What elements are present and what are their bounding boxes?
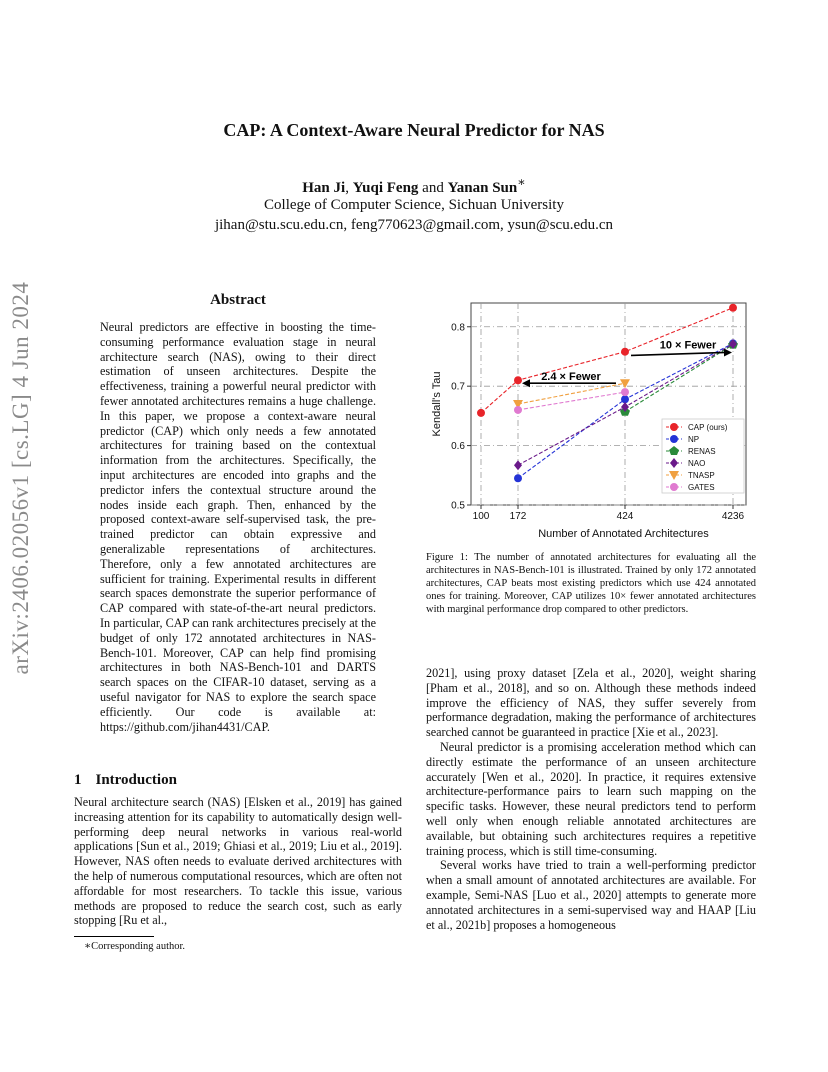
paper-title: CAP: A Context-Aware Neural Predictor for NAS xyxy=(223,120,605,140)
abstract-heading: Abstract xyxy=(210,292,266,308)
legend-label: TNASP xyxy=(688,471,715,480)
x-tick-label: 424 xyxy=(616,511,634,522)
author-2: Yuqi Feng xyxy=(352,180,419,196)
legend-label: RENAS xyxy=(688,447,716,456)
right-column-text xyxy=(426,666,756,932)
paragraph-3: Several works have tried to train a well-performing predictor when a small amount of annotated architectures are available. For example, Semi-NAS [Luo et al., 2020] attempts to generate more annotated architectures in a semi-supervised way and HAAP [Liu et al., 2021b] proposes a homogeneous xyxy=(426,858,756,932)
y-tick-label: 0.7 xyxy=(451,381,465,393)
footnote-rule xyxy=(74,936,154,937)
legend-label: GATES xyxy=(688,483,715,492)
series-line xyxy=(518,392,625,410)
data-point xyxy=(621,388,629,396)
annotation-label: 10 × Fewer xyxy=(659,339,717,352)
legend-label: NAO xyxy=(688,459,706,468)
author-emails: jihan@stu.scu.edu.cn, feng770623@gmail.com, ysun@scu.edu.cn xyxy=(214,217,614,233)
y-tick-label: 0.6 xyxy=(451,441,465,453)
author-line: Han Ji, Yuqi Feng and Yanan Sun∗ xyxy=(302,175,526,196)
intro-title: Introduction xyxy=(95,772,177,788)
legend-label: NP xyxy=(688,435,700,444)
annotation-arrowhead xyxy=(724,348,732,356)
abstract-text: Neural predictors are effective in boosting the time-consuming performance evaluation stage in neural architecture search (NAS), owing to their direct estimation of unseen architectures. Despite the effectiveness, training a powerful neural predictor with fewer annotated architectures remains a huge challenge. In this paper, we propose a context-aware neural predictor (CAP) which only needs a few annotated architectures for training based on the contextual information from the architectures. Specifically, the input architectures are encoded into graphs and the predictor infers the contextual structure around the nodes inside each graph. Then, enhanced by the proposed context-aware self-supervised task, the pre-trained predictor can obtain expressive and generalizable representations of architectures. Therefore, only a few annotated architectures are sufficient for training. Experimental results in different search spaces demonstrate the superior performance of CAP compared with state-of-the-art neural predictors. In particular, CAP can rank architectures precisely at the budget of only 172 annotated architectures in NAS-Bench-101. Moreover, CAP can help find promising architectures in both NAS-Bench-101 and DARTS search spaces on the CIFAR-10 dataset, serving as a useful navigator for NAS to explore the search space efficiently. Our code is available at: https://github.com/jihan4431/CAP. xyxy=(100,320,376,734)
intro-text: Neural architecture search (NAS) [Elsken et al., 2019] has gained increasing attention for its capability to automatically design well-performing deep neural networks in various real-world applications [Sun et al., 2019; Ghiasi et al., 2019; Liu et al., 2019]. However, NAS often needs to evaluate derived architectures with the help of numerous computational resources, which are often not affordable for most researchers. To tackle this issue, various methods are proposed to reduce the search cost, such as early stopping [Ru et al., xyxy=(74,795,402,928)
data-point xyxy=(670,423,678,431)
affiliation: College of Computer Science, Sichuan University xyxy=(264,197,564,213)
y-tick-label: 0.5 xyxy=(451,500,465,512)
series-line xyxy=(481,308,733,413)
figure-chart xyxy=(426,295,766,540)
data-point xyxy=(670,483,678,491)
paragraph-2: Neural predictor is a promising acceleration method which can directly estimate the performance of an unseen architecture accurately [Wen et al., 2020]. In practice, it requires extensive architecture-performance pairs to learn such mapping on the specific tasks. However, these neural predictors tend to perform well only when enough reliable annotated architectures are available, but obtaining such architectures requires a repetitive training process, which is still time-consuming. xyxy=(426,739,756,858)
data-point xyxy=(729,304,737,312)
x-axis-label: Number of Annotated Architectures xyxy=(538,528,709,540)
author-and: and xyxy=(422,180,444,196)
data-point xyxy=(514,474,522,482)
author-3: Yanan Sun xyxy=(447,180,518,196)
figure-caption: Figure 1: The number of annotated architectures for evaluating all the architectures in NAS-Bench-101 is illustrated. Trained by only 172 annotated architectures, CAP beats most existing predictors which use 424 annotated ones for training. Moreover, CAP utilizes 10× fewer annotated architectures with marginal performance drop compared to other predictors. xyxy=(426,552,756,615)
intro-number: 1 xyxy=(74,772,82,788)
paragraph-1: 2021], using proxy dataset [Zela et al., 2020], weight sharing [Pham et al., 2018], and so on. Although these methods indeed improve the efficiency of NAS, they suffer severely from performance degradation, making the performance of architectures searched cannot be guaranteed in practice [Xie et al., 2023]. xyxy=(426,666,756,740)
data-point xyxy=(514,460,522,470)
data-point xyxy=(621,348,629,356)
y-tick-label: 0.8 xyxy=(451,322,465,334)
data-point xyxy=(477,409,485,417)
data-point xyxy=(514,376,522,384)
x-tick-label: 100 xyxy=(472,511,490,522)
author-star: ∗ xyxy=(517,175,526,189)
data-point xyxy=(514,406,522,414)
x-tick-label: 4236 xyxy=(721,511,745,522)
legend-label: CAP (ours) xyxy=(688,423,728,432)
footnote: ∗Corresponding author. xyxy=(84,941,186,952)
annotation-label: 2.4 × Fewer xyxy=(541,371,601,384)
y-axis-label: Kendall's Tau xyxy=(431,371,443,437)
intro-heading xyxy=(74,772,191,789)
x-tick-label: 172 xyxy=(509,511,527,522)
arxiv-stamp: arXiv:2406.02056v1 [cs.LG] 4 Jun 2024 xyxy=(8,281,33,675)
data-point xyxy=(670,435,678,443)
author-1: Han Ji xyxy=(302,180,346,196)
